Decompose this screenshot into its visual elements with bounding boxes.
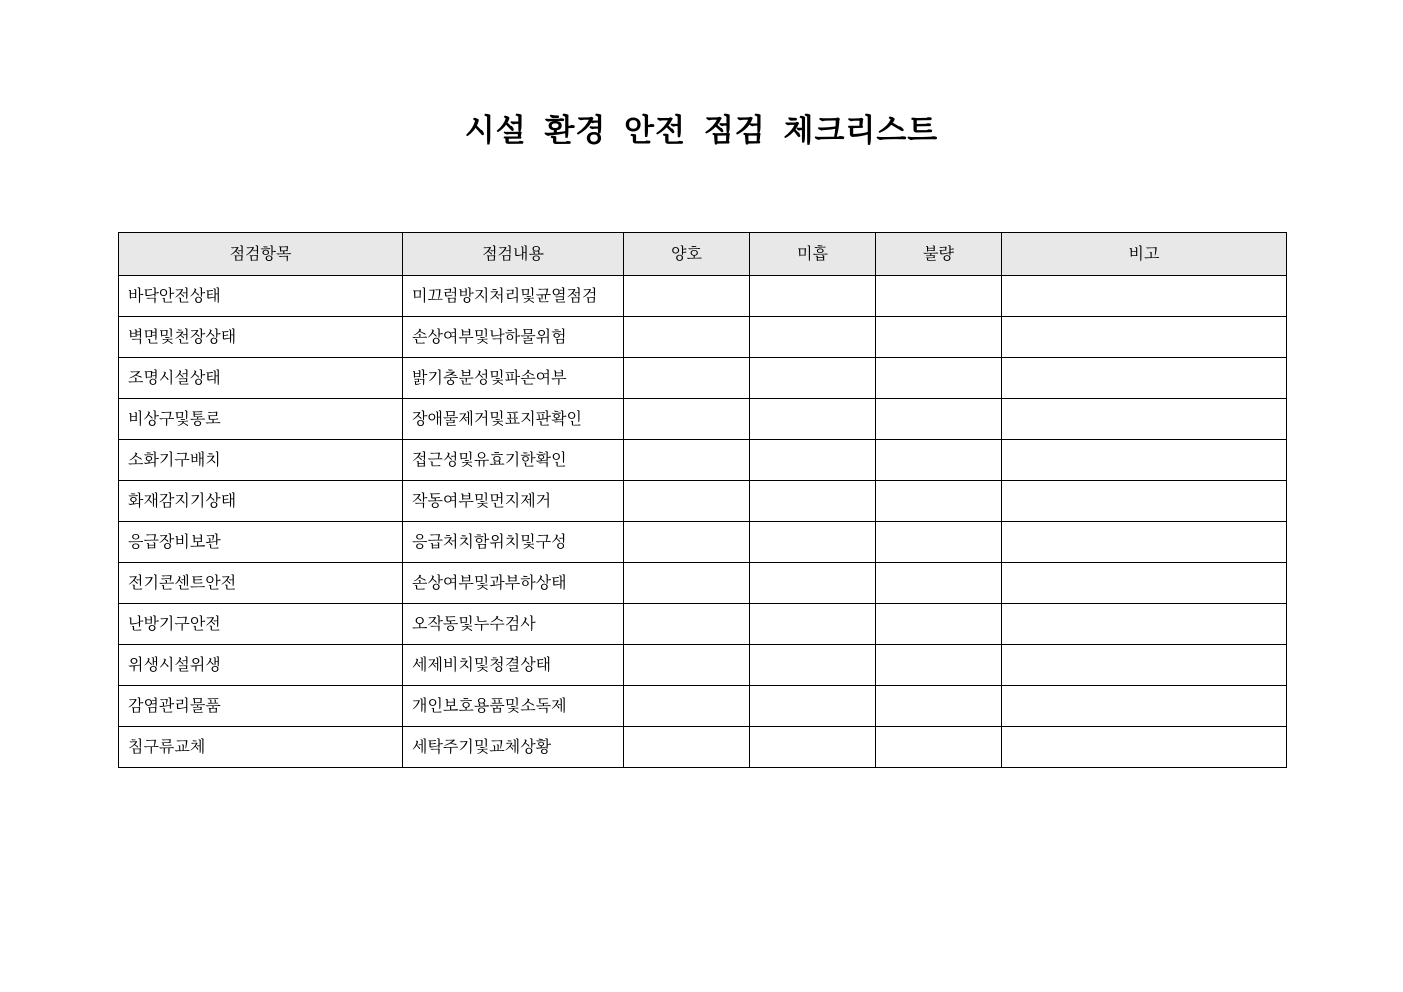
poor-check-cell[interactable] xyxy=(876,317,1002,358)
header-row xyxy=(119,233,1287,276)
poor-check-cell[interactable] xyxy=(876,563,1002,604)
good-check-cell[interactable] xyxy=(624,522,750,563)
checklist-table xyxy=(118,232,1287,768)
remarks-cell[interactable] xyxy=(1002,276,1287,317)
poor-check-cell[interactable] xyxy=(876,604,1002,645)
insufficient-check-cell[interactable] xyxy=(750,604,876,645)
check-item-cell: 전기콘센트안전 xyxy=(119,563,403,604)
table-row xyxy=(119,481,1287,522)
poor-check-cell[interactable] xyxy=(876,440,1002,481)
insufficient-check-cell[interactable] xyxy=(750,563,876,604)
check-item-cell: 위생시설위생 xyxy=(119,645,403,686)
good-check-cell[interactable] xyxy=(624,317,750,358)
remarks-cell[interactable] xyxy=(1002,727,1287,768)
good-check-cell[interactable] xyxy=(624,727,750,768)
remarks-cell[interactable] xyxy=(1002,604,1287,645)
insufficient-check-cell[interactable] xyxy=(750,358,876,399)
header-check-item: 점검항목 xyxy=(119,233,403,276)
poor-check-cell[interactable] xyxy=(876,645,1002,686)
check-content-cell: 손상여부및과부하상태 xyxy=(403,563,624,604)
insufficient-check-cell[interactable] xyxy=(750,727,876,768)
table-row xyxy=(119,727,1287,768)
insufficient-check-cell[interactable] xyxy=(750,522,876,563)
table-row xyxy=(119,563,1287,604)
page-title: 시설 환경 안전 점검 체크리스트 xyxy=(464,113,939,149)
check-content-cell: 미끄럼방지처리및균열점검 xyxy=(403,276,624,317)
remarks-cell[interactable] xyxy=(1002,481,1287,522)
table-row xyxy=(119,317,1287,358)
poor-check-cell[interactable] xyxy=(876,481,1002,522)
good-check-cell[interactable] xyxy=(624,358,750,399)
table-row xyxy=(119,276,1287,317)
insufficient-check-cell[interactable] xyxy=(750,399,876,440)
header-good: 양호 xyxy=(624,233,750,276)
check-item-cell: 감염관리물품 xyxy=(119,686,403,727)
check-content-cell: 오작동및누수검사 xyxy=(403,604,624,645)
good-check-cell[interactable] xyxy=(624,686,750,727)
poor-check-cell[interactable] xyxy=(876,276,1002,317)
check-item-cell: 조명시설상태 xyxy=(119,358,403,399)
table-row xyxy=(119,645,1287,686)
table-row xyxy=(119,522,1287,563)
check-item-cell: 응급장비보관 xyxy=(119,522,403,563)
table-row xyxy=(119,604,1287,645)
table-row xyxy=(119,440,1287,481)
remarks-cell[interactable] xyxy=(1002,399,1287,440)
insufficient-check-cell[interactable] xyxy=(750,645,876,686)
poor-check-cell[interactable] xyxy=(876,358,1002,399)
poor-check-cell[interactable] xyxy=(876,686,1002,727)
insufficient-check-cell[interactable] xyxy=(750,317,876,358)
check-content-cell: 장애물제거및표지판확인 xyxy=(403,399,624,440)
poor-check-cell[interactable] xyxy=(876,727,1002,768)
check-content-cell: 세제비치및청결상태 xyxy=(403,645,624,686)
table-row xyxy=(119,399,1287,440)
check-content-cell: 접근성및유효기한확인 xyxy=(403,440,624,481)
poor-check-cell[interactable] xyxy=(876,522,1002,563)
good-check-cell[interactable] xyxy=(624,399,750,440)
check-content-cell: 손상여부및낙하물위험 xyxy=(403,317,624,358)
check-content-cell: 작동여부및먼지제거 xyxy=(403,481,624,522)
insufficient-check-cell[interactable] xyxy=(750,276,876,317)
good-check-cell[interactable] xyxy=(624,604,750,645)
check-content-cell: 응급처치함위치및구성 xyxy=(403,522,624,563)
check-item-cell: 침구류교체 xyxy=(119,727,403,768)
remarks-cell[interactable] xyxy=(1002,317,1287,358)
good-check-cell[interactable] xyxy=(624,645,750,686)
header-check-content: 점검내용 xyxy=(403,233,624,276)
check-item-cell: 바닥안전상태 xyxy=(119,276,403,317)
check-content-cell: 세탁주기및교체상황 xyxy=(403,727,624,768)
check-content-cell: 밝기충분성및파손여부 xyxy=(403,358,624,399)
header-remarks: 비고 xyxy=(1002,233,1287,276)
table-row xyxy=(119,686,1287,727)
check-content-cell: 개인보호용품및소독제 xyxy=(403,686,624,727)
check-item-cell: 화재감지기상태 xyxy=(119,481,403,522)
remarks-cell[interactable] xyxy=(1002,358,1287,399)
header-insufficient: 미흡 xyxy=(750,233,876,276)
check-item-cell: 소화기구배치 xyxy=(119,440,403,481)
good-check-cell[interactable] xyxy=(624,440,750,481)
check-item-cell: 난방기구안전 xyxy=(119,604,403,645)
insufficient-check-cell[interactable] xyxy=(750,481,876,522)
remarks-cell[interactable] xyxy=(1002,522,1287,563)
check-item-cell: 비상구및통로 xyxy=(119,399,403,440)
good-check-cell[interactable] xyxy=(624,276,750,317)
remarks-cell[interactable] xyxy=(1002,563,1287,604)
check-item-cell: 벽면및천장상태 xyxy=(119,317,403,358)
good-check-cell[interactable] xyxy=(624,563,750,604)
table-row xyxy=(119,358,1287,399)
remarks-cell[interactable] xyxy=(1002,686,1287,727)
insufficient-check-cell[interactable] xyxy=(750,440,876,481)
poor-check-cell[interactable] xyxy=(876,399,1002,440)
header-poor: 불량 xyxy=(876,233,1002,276)
remarks-cell[interactable] xyxy=(1002,440,1287,481)
insufficient-check-cell[interactable] xyxy=(750,686,876,727)
good-check-cell[interactable] xyxy=(624,481,750,522)
checklist-body xyxy=(119,276,1287,768)
remarks-cell[interactable] xyxy=(1002,645,1287,686)
